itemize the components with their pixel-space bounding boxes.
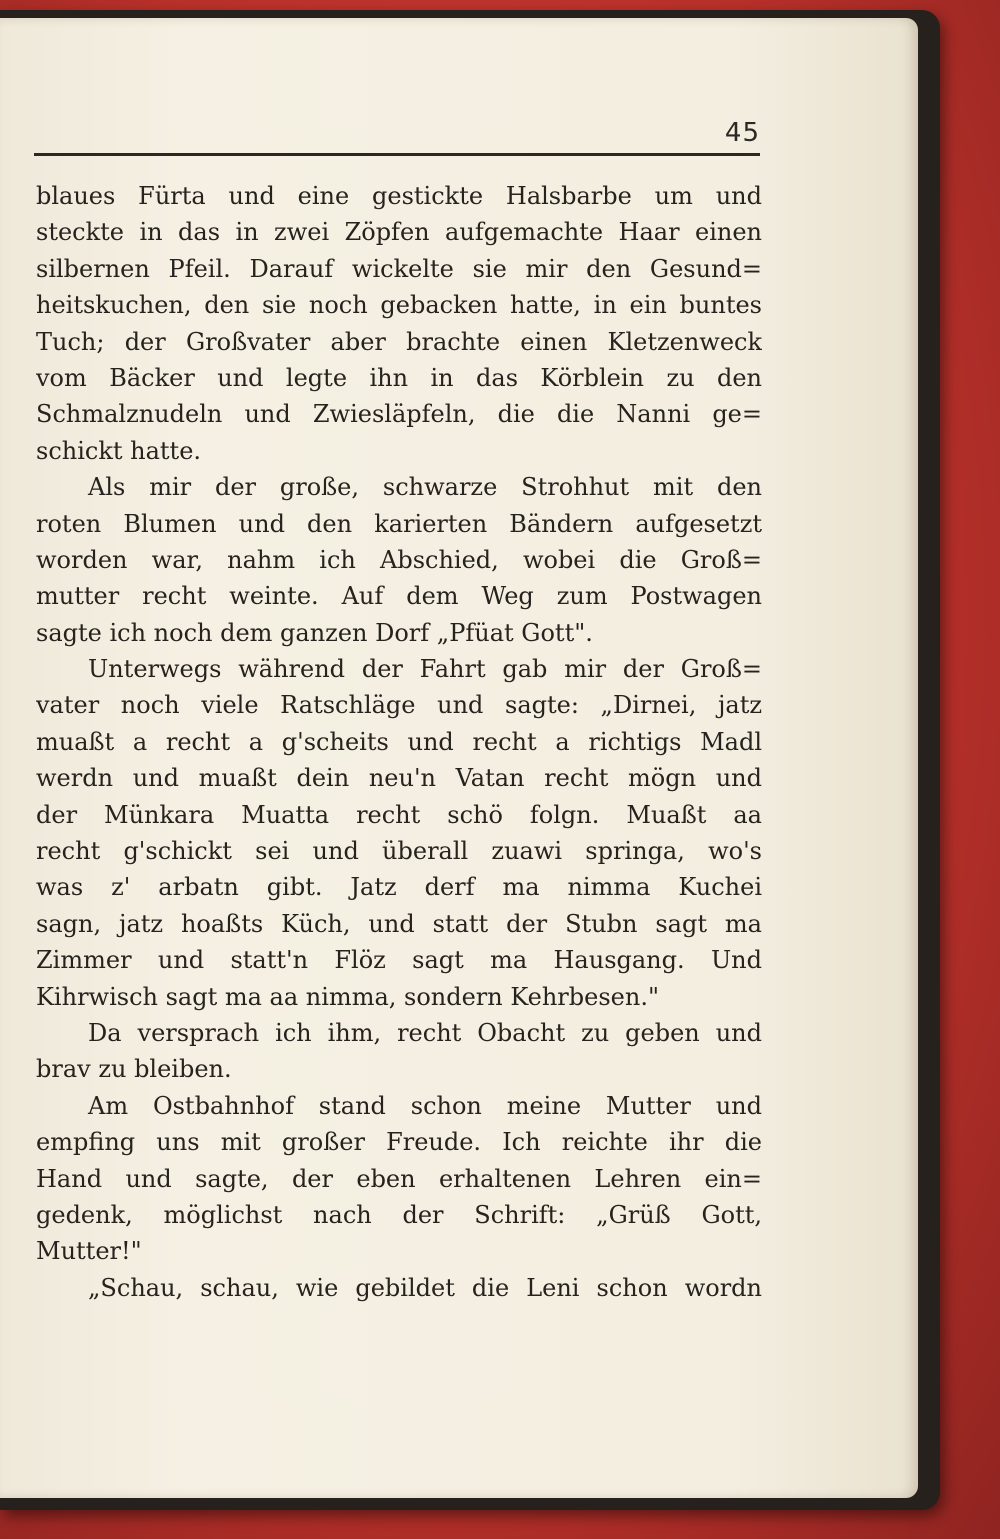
- text-line: Zimmer und statt'n Flöz sagt ma Hausgang. Und: [36, 946, 762, 975]
- text-line: vom Bäcker und legte ihn in das Körblein zu den: [36, 363, 762, 392]
- text-line: „Schau, schau, wie gebildet die Leni schon wordn: [88, 1273, 762, 1302]
- text-line: sagn, jatz hoaßts Küch, und statt der Stubn sagt ma: [36, 909, 762, 938]
- text-line: Schmalznudeln und Zwiesläpfeln, die die Nanni ge=: [36, 400, 762, 429]
- text-line: worden war, nahm ich Abschied, wobei die Groß=: [36, 545, 762, 574]
- text-line: muaßt a recht a g'scheits und recht a richtigs Madl: [36, 727, 762, 756]
- text-line: schickt hatte.: [36, 436, 202, 465]
- text-line: Hand und sagte, der eben erhaltenen Lehren ein=: [36, 1164, 762, 1193]
- text-line: vater noch viele Ratschläge und sagte: „Dirnei, jatz: [36, 691, 762, 720]
- text-line: roten Blumen und den karierten Bändern aufgesetzt: [36, 509, 762, 538]
- text-line: Kihrwisch sagt ma aa nimma, sondern Kehrbesen.": [36, 982, 659, 1011]
- text-line: werdn und muaßt dein neu'n Vatan recht mögn und: [36, 764, 762, 793]
- text-line: heitskuchen, den sie noch gebacken hatte, in ein buntes: [36, 291, 762, 320]
- text-line: Tuch; der Großvater aber brachte einen Kletzenweck: [36, 327, 762, 356]
- header-rule: [34, 153, 760, 156]
- text-line: Am Ostbahnhof stand schon meine Mutter und: [88, 1091, 762, 1120]
- text-line: Mutter!": [36, 1237, 142, 1266]
- text-line: steckte in das in zwei Zöpfen aufgemachte Haar einen: [36, 218, 762, 247]
- text-line: empfing uns mit großer Freude. Ich reichte ihr die: [36, 1128, 762, 1157]
- text-line: silbernen Pfeil. Darauf wickelte sie mir den Gesund=: [36, 254, 762, 283]
- body-text: [36, 178, 762, 1306]
- text-line: mutter recht weinte. Auf dem Weg zum Postwagen: [36, 582, 762, 611]
- text-line: Da versprach ich ihm, recht Obacht zu geben und: [88, 1018, 762, 1047]
- text-line: Unterwegs während der Fahrt gab mir der Groß=: [88, 655, 762, 684]
- text-line: blaues Fürta und eine gestickte Halsbarbe um und: [36, 182, 762, 210]
- text-line: recht g'schickt sei und überall zuawi springa, wo's: [36, 837, 762, 866]
- text-line: brav zu bleiben.: [36, 1055, 232, 1084]
- text-line: Als mir der große, schwarze Strohhut mit den: [88, 473, 762, 502]
- page-number: 45: [724, 118, 760, 148]
- text-line: was z' arbatn gibt. Jatz derf ma nimma Kuchei: [36, 873, 762, 902]
- text-line: der Münkara Muatta recht schö folgn. Muaßt aa: [36, 800, 762, 829]
- text-line: sagte ich noch dem ganzen Dorf „Pfüat Gott".: [36, 618, 593, 647]
- text-line: gedenk, möglichst nach der Schrift: „Grüß Gott,: [36, 1200, 762, 1229]
